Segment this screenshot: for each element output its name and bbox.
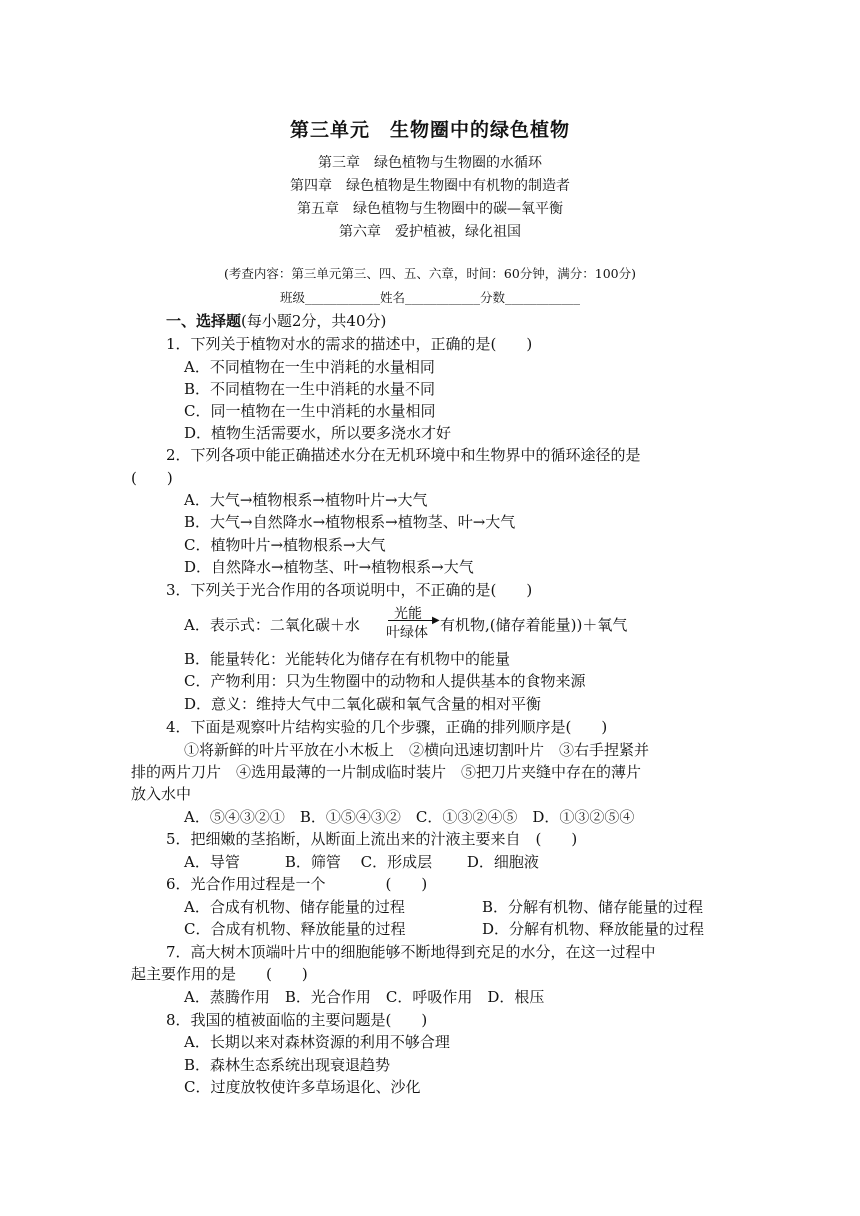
option: C．过度放牧使许多草场退化、沙化: [184, 1078, 421, 1096]
option: C．同一植物在一生中消耗的水量相同: [184, 402, 436, 420]
options-line: A．导管 B．筛管 C．形成层 D．细胞液: [184, 853, 539, 871]
question-continuation: 起主要作用的是 ( ): [131, 965, 308, 983]
chapter-line: 第六章 爱护植被，绿化祖国: [339, 224, 521, 240]
section-heading: [166, 310, 386, 331]
option-equation: [184, 614, 360, 635]
question-stem: 6．光合作用过程是一个 ( ): [166, 875, 428, 893]
equation-prefix: A．表示式：二氧化碳＋水: [184, 616, 360, 634]
chapter-line: 第三章 绿色植物与生物圈的水循环: [318, 155, 542, 171]
option: A．不同植物在一生中消耗的水量相同: [184, 358, 435, 376]
option: B．不同植物在一生中消耗的水量不同: [184, 380, 436, 398]
option: B．大气→自然降水→植物根系→植物茎、叶→大气: [184, 513, 516, 531]
option: B．能量转化：光能转化为储存在有机物中的能量: [184, 650, 511, 668]
option: C．植物叶片→植物根系→大气: [184, 536, 386, 554]
reaction-condition-below: 叶绿体: [386, 625, 428, 641]
chapter-line: 第五章 绿色植物与生物圈中的碳—氧平衡: [297, 201, 563, 217]
option: A．合成有机物、储存能量的过程: [184, 898, 405, 916]
question-continuation: ( ): [131, 469, 173, 487]
question-stem: 7．高大树木顶端叶片中的细胞能够不断地得到充足的水分，在这一过程中: [166, 943, 656, 961]
page-title: 第三单元 生物圈中的绿色植物: [289, 119, 570, 141]
option: A．长期以来对森林资源的利用不够合理: [184, 1033, 450, 1051]
steps-text: 排的两片刀片 ④选用最薄的一片制成临时装片 ⑤把刀片夹缝中存在的薄片: [131, 763, 642, 781]
option: D．植物生活需要水，所以要多浇水才好: [184, 424, 452, 442]
chapter-line: 第四章 绿色植物是生物圈中有机物的制造者: [290, 178, 570, 194]
student-info-line: 班级____________姓名____________分数____________: [279, 290, 580, 305]
options-line: A．⑤④③②① B．①⑤④③② C．①③②④⑤ D．①③②⑤④: [184, 808, 635, 826]
section-title: 一、选择题: [166, 312, 242, 330]
option: A．大气→植物根系→植物叶片→大气: [184, 491, 428, 509]
question-stem: 5．把细嫩的茎掐断，从断面上流出来的汁液主要来自 ( ): [166, 830, 578, 848]
option: C．合成有机物、释放能量的过程: [184, 920, 406, 938]
option: D．自然降水→植物茎、叶→植物根系→大气: [184, 558, 474, 576]
question-stem: 3．下列关于光合作用的各项说明中，不正确的是( ): [166, 581, 533, 599]
question-stem: 2．下列各项中能正确描述水分在无机环境中和生物界中的循环途径的是: [166, 446, 641, 464]
reaction-condition-above: 光能: [394, 606, 422, 622]
option: B．分解有机物、储存能量的过程: [482, 898, 704, 916]
option: C．产物利用：只为生物圈中的动物和人提供基本的食物来源: [184, 672, 586, 690]
options-line: A．蒸腾作用 B．光合作用 C．呼吸作用 D．根压: [184, 988, 545, 1006]
option: D．意义：维持大气中二氧化碳和氧气含量的相对平衡: [184, 695, 542, 713]
question-stem: 8．我国的植被面临的主要问题是( ): [166, 1011, 428, 1029]
question-stem: 1．下列关于植物对水的需求的描述中，正确的是( ): [166, 335, 533, 353]
steps-text: ①将新鲜的叶片平放在小木板上 ②横向迅速切割叶片 ③右手捏紧并: [184, 741, 650, 759]
question-stem: 4．下面是观察叶片结构实验的几个步骤，正确的排列顺序是( ): [166, 718, 608, 736]
reaction-arrow: [388, 620, 438, 621]
option: D．分解有机物、释放能量的过程: [482, 920, 705, 938]
option: B．森林生态系统出现衰退趋势: [184, 1056, 391, 1074]
exam-info: (考查内容：第三单元第三、四、五、六章，时间：60分钟，满分：100分): [223, 266, 637, 281]
equation-suffix: 有机物,(储存着能量))＋氧气: [440, 616, 628, 634]
section-note: (每小题2分，共40分): [241, 312, 387, 330]
steps-text: 放入水中: [131, 785, 192, 803]
arrow-head-icon: ▶: [432, 615, 440, 626]
